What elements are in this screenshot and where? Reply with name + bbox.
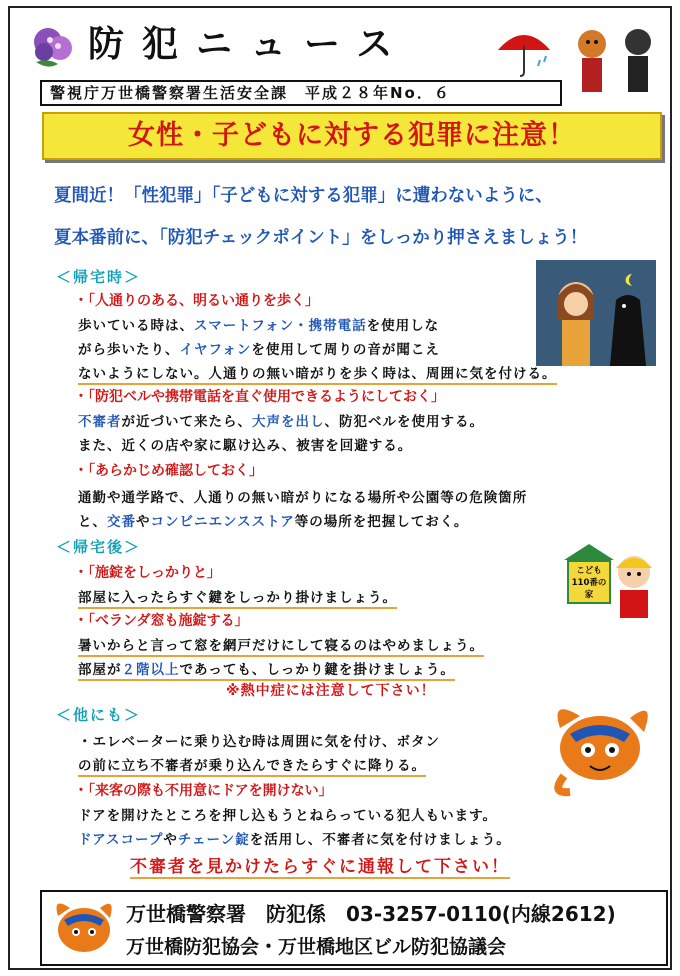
text-fragment: 、防犯ベルを使用する。 bbox=[324, 414, 484, 430]
contact-footer bbox=[40, 890, 668, 966]
point-title-door: ・「来客の際も不用意にドアを開けない」 bbox=[74, 783, 333, 799]
lead-line-2: 夏本番前に、「防犯チェックポイント」をしっかり押さえましょう！ bbox=[54, 228, 588, 248]
text-fragment: を活用し、不審者に気を付けましょう。 bbox=[249, 832, 511, 848]
text-line: 通勤や通学路で、人通りの無い暗がりになる場所や公園等の危険箇所 bbox=[78, 490, 528, 506]
headline-banner: 女性・子どもに対する犯罪に注意！ bbox=[42, 112, 662, 160]
text-fragment: であっても、しっかり鍵を掛けましょう。 bbox=[179, 662, 455, 678]
kodomo-110-sign bbox=[564, 544, 614, 606]
sign-text: こども110番の家 bbox=[567, 560, 611, 604]
highlight-suspicious-person: 不審者 bbox=[78, 414, 122, 430]
text-fragment: 部屋が bbox=[78, 662, 122, 678]
text-line: 暑いからと言って窓を網戸だけにして寝るのはやめましょう。 bbox=[78, 634, 484, 657]
section-heading-other: ＜他にも＞ bbox=[56, 706, 142, 724]
highlight-shout: 大声を出し bbox=[252, 414, 325, 430]
umbrella-icon bbox=[494, 26, 554, 78]
text-line bbox=[78, 658, 455, 681]
point-title-check: ・「あらかじめ確認しておく」 bbox=[74, 463, 263, 479]
text-line: ないようにしない。人通りの無い暗がりを歩く時は、周囲に気を付ける。 bbox=[78, 362, 557, 385]
point-title-bright-street: ・「人通りのある、明るい通りを歩く」 bbox=[74, 293, 319, 309]
text-fragment: 等の場所を把握しておく。 bbox=[294, 514, 469, 530]
night-walk-illustration bbox=[536, 260, 656, 366]
text-fragment: や bbox=[136, 514, 151, 530]
highlight-phone: スマートフォン・携帯電話 bbox=[194, 318, 367, 334]
highlight-koban: 交番 bbox=[107, 514, 136, 530]
text-line: また、近くの店や家に駆け込み、被害を回避する。 bbox=[78, 438, 413, 454]
highlight-earphone: イヤフォン bbox=[179, 342, 252, 358]
hydrangea-icon bbox=[28, 22, 80, 72]
text-fragment: と、 bbox=[78, 514, 107, 530]
sign-roof bbox=[564, 544, 614, 560]
page-title: 防犯ニュース bbox=[88, 24, 411, 65]
point-title-alarm: ・「防犯ベルや携帯電話を直ぐ使用できるようにしておく」 bbox=[74, 389, 445, 405]
text-fragment: がら歩いたり、 bbox=[78, 342, 180, 358]
final-message: 不審者を見かけたらすぐに通報して下さい！ bbox=[130, 852, 510, 879]
text-line: 部屋に入ったらすぐ鍵をしっかり掛けましょう。 bbox=[78, 586, 397, 609]
lead-line-1: 夏間近！「性犯罪」「子どもに対する犯罪」に遭わないように、 bbox=[54, 186, 553, 206]
text-line: ・エレベーターに乗り込む時は周囲に気を付け、ボタン bbox=[78, 734, 440, 750]
issue-subtitle: 警視庁万世橋警察署生活安全課 平成２８年No．６ bbox=[40, 80, 562, 106]
highlight-door-scope: ドアスコープ bbox=[78, 832, 164, 848]
point-title-veranda: ・「ベランダ窓も施錠する」 bbox=[74, 613, 249, 629]
text-line bbox=[78, 314, 439, 334]
newsletter-page bbox=[8, 6, 672, 970]
text-fragment: を使用しな bbox=[366, 318, 440, 334]
text-line bbox=[78, 410, 484, 430]
text-line bbox=[78, 338, 440, 358]
text-fragment: を使用して周りの音が聞こえ bbox=[251, 342, 440, 358]
pipo-mascot-illustration bbox=[540, 698, 660, 798]
text-fragment: や bbox=[163, 832, 178, 848]
point-title-lock: ・「施錠をしっかりと」 bbox=[74, 565, 221, 581]
text-line bbox=[78, 510, 468, 530]
highlight-convenience-store: コンビニエンスストア bbox=[150, 514, 295, 530]
text-fragment: 歩いている時は、 bbox=[78, 318, 194, 334]
mascot-pair-icon bbox=[566, 22, 664, 106]
heatstroke-warning: ※熱中症には注意して下さい！ bbox=[226, 683, 436, 699]
highlight-chain-lock: チェーン錠 bbox=[177, 832, 250, 848]
highlight-second-floor: ２階以上 bbox=[121, 662, 180, 678]
text-line: の前に立ち不審者が乗り込んできたらすぐに降りる。 bbox=[78, 754, 426, 777]
section-heading-return: ＜帰宅時＞ bbox=[56, 268, 142, 286]
text-line bbox=[78, 828, 511, 848]
text-line: ドアを開けたところを押し込もうとねらっている犯人もいます。 bbox=[78, 808, 498, 824]
section-heading-home: ＜帰宅後＞ bbox=[56, 538, 142, 556]
text-fragment: が近づいて来たら、 bbox=[121, 414, 252, 430]
association-names: 万世橋防犯協会・万世橋地区ビル防犯協議会 bbox=[126, 936, 507, 958]
police-contact: 万世橋警察署 防犯係 03-3257-0110(内線2612) bbox=[126, 902, 616, 926]
pipo-mascot-small-icon bbox=[48, 896, 118, 962]
schoolchild-illustration bbox=[610, 548, 660, 620]
